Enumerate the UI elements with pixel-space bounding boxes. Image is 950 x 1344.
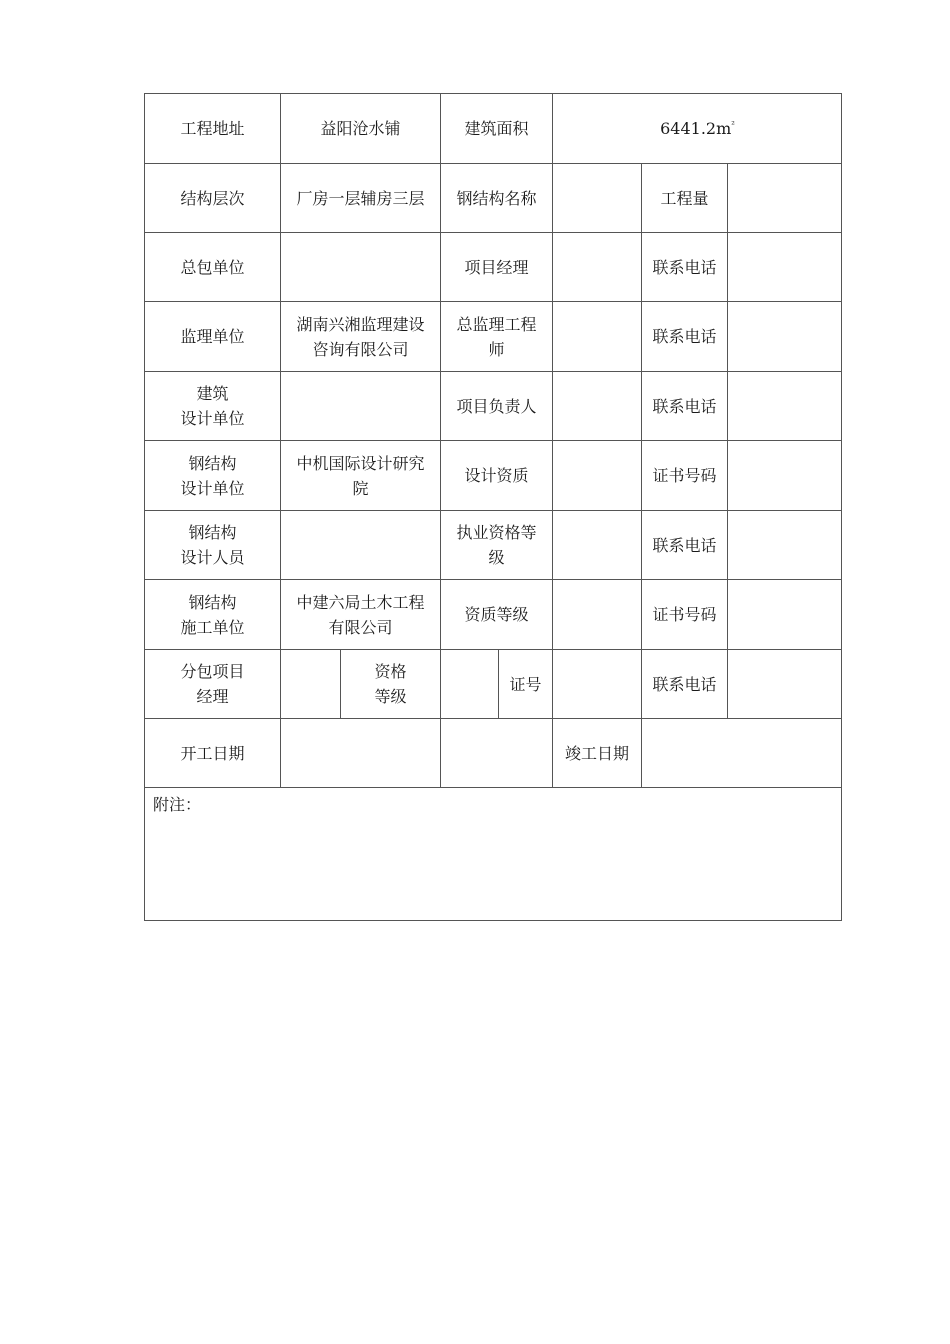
value-building-area[interactable]	[553, 94, 842, 164]
value-chief-supervisor[interactable]	[553, 302, 642, 372]
label-steel-structure-name: 钢结构名称	[441, 164, 553, 233]
label-steel-designer: 钢结构 设计人员	[145, 511, 281, 580]
area-number: 6441.2	[660, 119, 717, 138]
value-contact-phone[interactable]	[728, 372, 842, 441]
value-architectural-design-unit[interactable]	[281, 372, 441, 441]
label-supervision-unit: 监理单位	[145, 302, 281, 372]
value-design-qualification[interactable]	[553, 441, 642, 511]
value-certificate-number[interactable]	[728, 580, 842, 650]
area-unit: m	[716, 119, 732, 138]
label-design-qualification: 设计资质	[441, 441, 553, 511]
label-project-manager: 项目经理	[441, 233, 553, 302]
label-building-area: 建筑面积	[441, 94, 553, 164]
value-certificate-id[interactable]	[553, 650, 642, 719]
value-steel-designer[interactable]	[281, 511, 441, 580]
notes-area[interactable]	[145, 788, 842, 921]
label-steel-construction-unit: 钢结构 施工单位	[145, 580, 281, 650]
label-project-lead: 项目负责人	[441, 372, 553, 441]
label-general-contractor: 总包单位	[145, 233, 281, 302]
value-steel-design-unit[interactable]: 中机国际设计研究 院	[281, 441, 441, 511]
value-qualification-grade[interactable]	[441, 650, 499, 719]
label-work-quantity: 工程量	[642, 164, 728, 233]
value-project-lead[interactable]	[553, 372, 642, 441]
value-contact-phone[interactable]	[728, 511, 842, 580]
label-steel-design-unit: 钢结构 设计单位	[145, 441, 281, 511]
label-qualification-grade: 资格 等级	[341, 650, 441, 719]
label-certificate-number: 证书号码	[642, 580, 728, 650]
label-project-address: 工程地址	[145, 94, 281, 164]
value-work-quantity[interactable]	[728, 164, 842, 233]
label-contact-phone: 联系电话	[642, 233, 728, 302]
value-contact-phone[interactable]	[728, 233, 842, 302]
value-project-address[interactable]: 益阳沧水铺	[281, 94, 441, 164]
label-chief-supervisor: 总监理工程 师	[441, 302, 553, 372]
value-start-date[interactable]	[281, 719, 441, 788]
label-qualification-level: 资质等级	[441, 580, 553, 650]
value-steel-structure-name[interactable]	[553, 164, 642, 233]
label-contact-phone: 联系电话	[642, 511, 728, 580]
label-structure-levels: 结构层次	[145, 164, 281, 233]
value-subcontract-manager[interactable]	[281, 650, 341, 719]
label-start-date: 开工日期	[145, 719, 281, 788]
notes-label: 附注：	[153, 795, 202, 814]
value-contact-phone[interactable]	[728, 650, 842, 719]
label-certificate-id: 证号	[499, 650, 553, 719]
area-unit-sup: ²	[731, 120, 735, 131]
value-general-contractor[interactable]	[281, 233, 441, 302]
label-completion-date: 竣工日期	[553, 719, 642, 788]
value-start-date-extra[interactable]	[441, 719, 553, 788]
label-practice-qualification-level: 执业资格等 级	[441, 511, 553, 580]
value-completion-date[interactable]	[642, 719, 842, 788]
value-structure-levels[interactable]: 厂房一层辅房三层	[281, 164, 441, 233]
project-info-form	[144, 93, 842, 921]
label-certificate-number: 证书号码	[642, 441, 728, 511]
value-contact-phone[interactable]	[728, 302, 842, 372]
label-contact-phone: 联系电话	[642, 372, 728, 441]
value-practice-qualification-level[interactable]	[553, 511, 642, 580]
value-qualification-level[interactable]	[553, 580, 642, 650]
label-contact-phone: 联系电话	[642, 302, 728, 372]
label-architectural-design-unit: 建筑 设计单位	[145, 372, 281, 441]
value-certificate-number[interactable]	[728, 441, 842, 511]
value-supervision-unit[interactable]: 湖南兴湘监理建设 咨询有限公司	[281, 302, 441, 372]
label-subcontract-manager: 分包项目 经理	[145, 650, 281, 719]
value-steel-construction-unit[interactable]: 中建六局土木工程 有限公司	[281, 580, 441, 650]
value-project-manager[interactable]	[553, 233, 642, 302]
label-contact-phone: 联系电话	[642, 650, 728, 719]
